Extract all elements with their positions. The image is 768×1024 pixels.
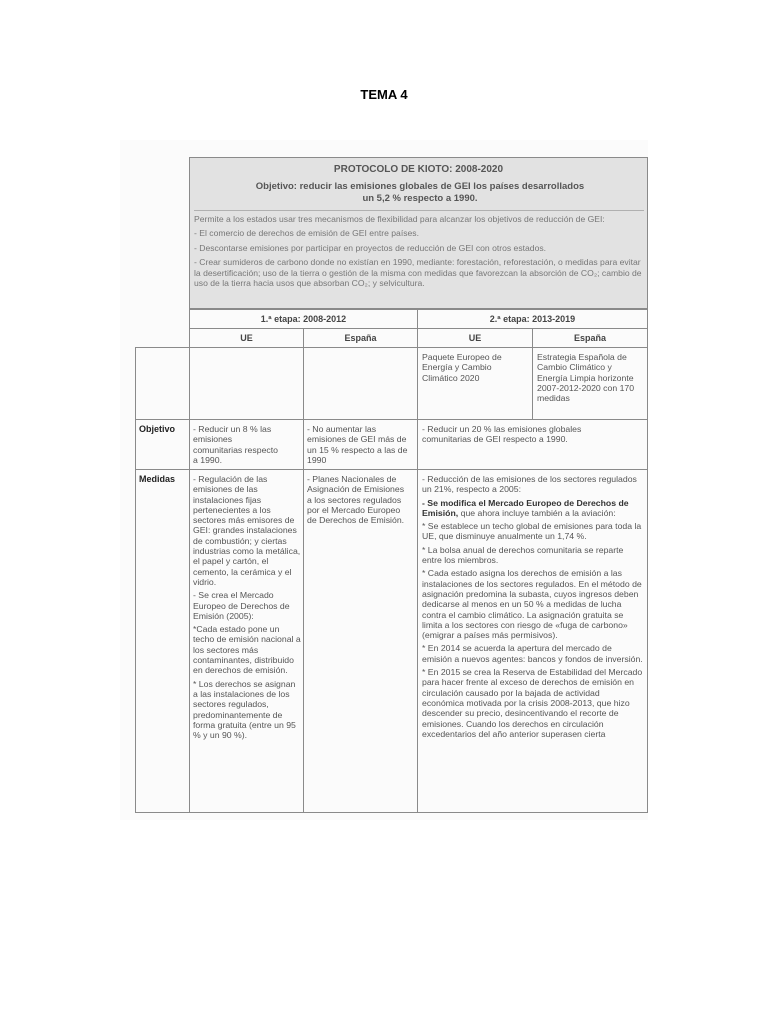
- medidas-ue-stage1: [193, 474, 301, 743]
- protocol-header-box: [189, 157, 648, 309]
- medidas-stage2: [422, 474, 644, 810]
- protocol-objective: Objetivo: reducir las emisiones globales de GEI los países desarrollados un 5,2 % respecto a 1990.: [255, 181, 585, 204]
- list-item: [422, 498, 644, 519]
- divider: [194, 210, 644, 211]
- objetivo-ue-stage1: - Reducir un 8 % las emisiones comunitarias respecto a 1990.: [193, 424, 278, 465]
- list-item: * Se establece un techo global de emisiones para toda la UE, que disminuye anualmente un 1,74 %.: [422, 521, 642, 542]
- table-border-plans: [135, 419, 648, 420]
- col-es-stage1: España: [344, 333, 377, 343]
- plan-es-stage2: Estrategia Española de Cambio Climático y Energía Limpia horizonte 2007-2012-2020 con 170 medidas: [537, 352, 635, 404]
- table-border-right: [647, 309, 648, 813]
- list-item: *Cada estado pone un techo de emisión nacional a los sectores más contaminantes, distribuido en derechos de emisión.: [193, 624, 301, 676]
- table-border-bottom: [135, 812, 648, 813]
- row-label-medidas: Medidas: [139, 474, 176, 484]
- plan-ue-stage2: Paquete Europeo de Energía y Cambio Climático 2020: [422, 352, 502, 383]
- mechanism-item: - Descontarse emisiones por participar en proyectos de reducción de GEI con otros estados.: [194, 242, 547, 253]
- stage2-header: 2.ª etapa: 2013-2019: [489, 314, 576, 324]
- mechanisms-intro: Permite a los estados usar tres mecanismos de flexibilidad para alcanzar los objetivos de reducción de GEI:: [194, 214, 605, 224]
- mechanism-item: - Crear sumideros de carbono donde no existían en 1990, mediante: forestación, reforestación, o medidas para evitar la desertificación; uso de la tierra o gestión de la misma con medidas que favorezcan la absorción de CO₂; cambio de uso de la tierra hacia usos que absorban CO₂; y selvicultura.: [194, 257, 642, 289]
- objetivo-stage2: - Reducir un 20 % las emisiones globales comunitarias de GEI respecto a 1990.: [422, 424, 582, 445]
- market-modification-rest: que ahora incluye también a la aviación:: [458, 507, 616, 518]
- col-ue-stage2: UE: [468, 333, 482, 343]
- list-item: * Los derechos se asignan a las instalaciones de los sectores regulados, predominantemente de forma gratuita (entre un 95 % y un 90 %).: [193, 678, 296, 741]
- market-modification-bold: - Se modifica el Mercado Europeo de Derechos de Emisión,: [422, 497, 629, 518]
- protocol-mechanisms: [194, 209, 644, 292]
- objetivo-es-stage1: - No aumentar las emisiones de GEI más de un 15 % respecto a las de 1990: [307, 424, 408, 465]
- table-col-stage2: [417, 309, 418, 813]
- medidas-es-stage1: - Planes Nacionales de Asignación de Emisiones a los sectores regulados por el Mercado Europeo de Derechos de Emisión.: [307, 474, 405, 526]
- list-item: - Se crea el Mercado Europeo de Derechos de Emisión (2005):: [193, 590, 290, 621]
- protocol-title: PROTOCOLO DE KIOTO: 2008-2020: [333, 164, 504, 175]
- col-es-stage2: España: [573, 333, 606, 343]
- table-col-es1: [303, 328, 304, 813]
- list-item: * Cada estado asigna los derechos de emisión a las instalaciones de los sectores regulados. En el método de asignación predomina la subasta, cuyos ingresos deben dedicarse al menos en un 50 % a medidas de lucha contra el cambio climático. La asignación gratuita se limita a los sectores con riesgo de «fuga de carbono» (emigrar a países más permisivos).: [422, 568, 642, 641]
- table-col-label: [189, 309, 190, 813]
- table-border-top: [189, 309, 648, 310]
- mechanism-item: - El comercio de derechos de emisión de GEI entre países.: [194, 228, 419, 239]
- page-title: TEMA 4: [360, 87, 408, 102]
- list-item: * La bolsa anual de derechos comunitaria se reparte entre los miembros.: [422, 544, 624, 566]
- list-item: * En 2015 se crea la Reserva de Estabilidad del Mercado para hacer frente al exceso de derechos de emisión en circulación causado por la bajada de actividad económica motivada por la crisis 2008-2013, que hizo descender su precio, desincentivando el recorte de emisiones. Cuando los derechos en circulación excedentarios del año anterior superasen cierta: [422, 667, 643, 739]
- row-label-objetivo: Objetivo: [139, 424, 176, 434]
- list-item: * En 2014 se acuerda la apertura del mercado de emisión a nuevos agentes: bancos y fondos de inversión.: [422, 643, 643, 664]
- stage1-header: 1.ª etapa: 2008-2012: [260, 314, 347, 324]
- list-item: - Regulación de las emisiones de las instalaciones fijas pertenecientes a los sectores más emisores de GEI: grandes instalaciones de combustión; y ciertas industrias como la metálica, el papel y cartón, el cemento, la cerámica y el vidrio.: [193, 474, 301, 587]
- table-border-stage: [189, 328, 648, 329]
- table-border-cols: [135, 347, 648, 348]
- table-border-objetivo: [135, 469, 648, 470]
- list-item: - Reducción de las emisiones de los sectores regulados un 21%, respecto a 2005:: [422, 474, 637, 495]
- table-border-left: [135, 347, 136, 813]
- col-ue-stage1: UE: [240, 333, 253, 343]
